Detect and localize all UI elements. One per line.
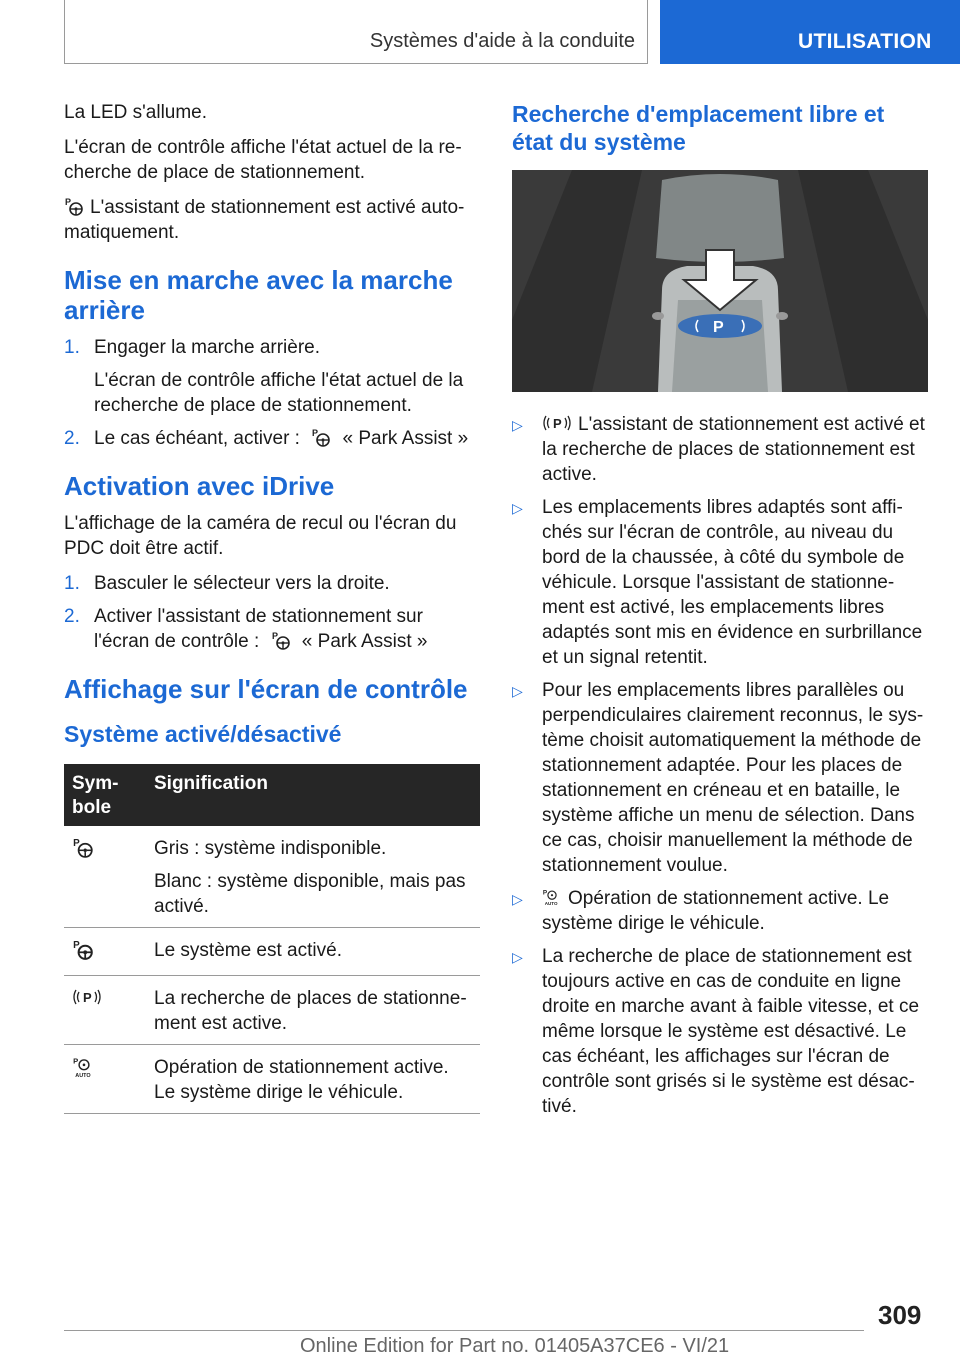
auto-activated-text: L'assistant de stationnement est activé auto-matiquement.	[64, 197, 465, 243]
list-item: 2. Activer l'assistant de stationnement sur l'écran de contrôle : P « Park Assist »	[64, 606, 428, 652]
parking-search-illustration	[512, 170, 928, 392]
triangle-bullet-icon: ▷	[512, 683, 523, 699]
triangle-bullet-icon: ▷	[512, 417, 523, 433]
triangle-bullet-icon: ▷	[512, 500, 523, 516]
park-assist-icon	[72, 836, 94, 858]
table-row: P La recherche de places de stationne-ment est active.	[64, 976, 480, 1045]
heading-system-status: Système activé/désactivé	[64, 721, 342, 747]
page-number: 309	[878, 1300, 922, 1330]
list-item: 1. Basculer le sélecteur vers la droite.	[64, 573, 390, 594]
parking-scene-graphic	[512, 170, 928, 392]
list-item: ▷ Pour les emplacements libres parallèles ou perpendiculaires clairement reconnus, le sys-tème choisit automatiquement la méthode de stationnement adaptée. Pour les places de stationnement en créneau et en bataille, le système affiche un menu de sélection. Dans ce cas, choisir manuellement la méthode de stationnement voulue.	[512, 680, 924, 876]
idrive-intro: L'affichage de la caméra de recul ou l'écran du PDC doit être actif.	[64, 513, 457, 559]
parking-search-icon	[72, 986, 102, 1008]
park-assist-icon	[311, 427, 331, 447]
footer-edition: Online Edition for Part no. 01405A37CE6 - VI/21	[300, 1335, 730, 1357]
list-item: 2. Le cas échéant, activer : P « Park Assist »	[64, 428, 469, 449]
svg-text:P: P	[713, 319, 724, 336]
table-row: P Le système est activé.	[64, 928, 480, 976]
left-column	[64, 100, 480, 1114]
svg-text:P: P	[553, 416, 562, 431]
parking-search-icon	[542, 413, 572, 433]
parking-auto-icon	[542, 887, 562, 907]
svg-text:AUTO: AUTO	[544, 901, 558, 907]
svg-text:P: P	[271, 631, 278, 641]
footer-divider	[64, 1330, 864, 1331]
idrive-steps	[64, 571, 480, 654]
chapter-title: Systèmes d'aide à la conduite	[369, 30, 635, 52]
heading-control-display: Affichage sur l'écran de contrôle	[64, 674, 468, 704]
svg-text:P: P	[83, 990, 92, 1005]
header-chapter-box	[64, 0, 648, 64]
symbol-table	[64, 764, 480, 1114]
column-header-symbol: Sym-bole	[64, 764, 146, 826]
list-item: ▷ Les emplacements libres adaptés sont affi-chés sur l'écran de contrôle, au niveau du bord de la chaussée, à côté du symbole de véhicule. Lorsque l'assistant de stationne-ment est activé, les emplacements libres adaptés sont mis en évidence en surbrillance et un signal retentit.	[512, 497, 923, 668]
reverse-steps	[64, 335, 480, 451]
column-header-meaning: Signification	[146, 764, 480, 826]
paragraph-control-display: L'écran de contrôle affiche l'état actuel de la re-cherche de place de stationnement.	[64, 137, 462, 183]
triangle-bullet-icon: ▷	[512, 949, 523, 965]
svg-text:P: P	[542, 889, 548, 897]
svg-text:P: P	[65, 197, 72, 207]
section-title: UTILISATION	[798, 30, 932, 53]
triangle-bullet-icon: ▷	[512, 891, 523, 907]
list-item: ▷ P AUTO Opération de stationnement active. Le système dirige le véhicule.	[512, 888, 890, 934]
paragraph-led: La LED s'allume.	[64, 102, 208, 123]
parking-auto-icon	[72, 1055, 96, 1079]
svg-text:P: P	[312, 428, 319, 438]
heading-reverse-gear: Mise en marche avec la marche arrière	[64, 265, 453, 325]
park-assist-icon	[271, 630, 291, 650]
svg-text:P: P	[73, 939, 80, 951]
svg-text:AUTO: AUTO	[75, 1072, 91, 1079]
heading-free-space-search: Recherche d'emplacement libre et état du système	[512, 101, 885, 155]
right-column	[512, 100, 928, 1127]
table-row: P Gris : système indisponible. Blanc : système disponible, mais pas activé.	[64, 826, 480, 928]
park-assist-active-icon	[72, 938, 94, 960]
status-bullet-list	[512, 412, 928, 1119]
table-row: P AUTO Opération de stationnement active. Le système dirige le véhicule.	[64, 1045, 480, 1114]
heading-idrive: Activation avec iDrive	[64, 471, 335, 501]
list-item: ▷ P L'assistant de stationnement est activé et la recherche de places de stationnement est active.	[512, 414, 925, 485]
paragraph-auto-activated	[64, 195, 480, 245]
svg-text:P: P	[73, 837, 80, 849]
list-item: ▷ La recherche de place de stationnement est toujours active en cas de conduite en ligne droite en marche avant à faible vitesse, et ce même lorsque le système est désactivé. Le cas échéant, les affichages sur l'écran de contrôle sont grisés si le système est désac-tivé.	[512, 946, 920, 1117]
park-assist-icon	[64, 196, 84, 216]
list-item: 1. Engager la marche arrière. L'écran de contrôle affiche l'état actuel de la recherche de place de stationnement.	[64, 337, 464, 416]
header-section-box	[660, 0, 960, 64]
svg-text:P: P	[73, 1056, 79, 1066]
table-header-row	[64, 764, 480, 826]
